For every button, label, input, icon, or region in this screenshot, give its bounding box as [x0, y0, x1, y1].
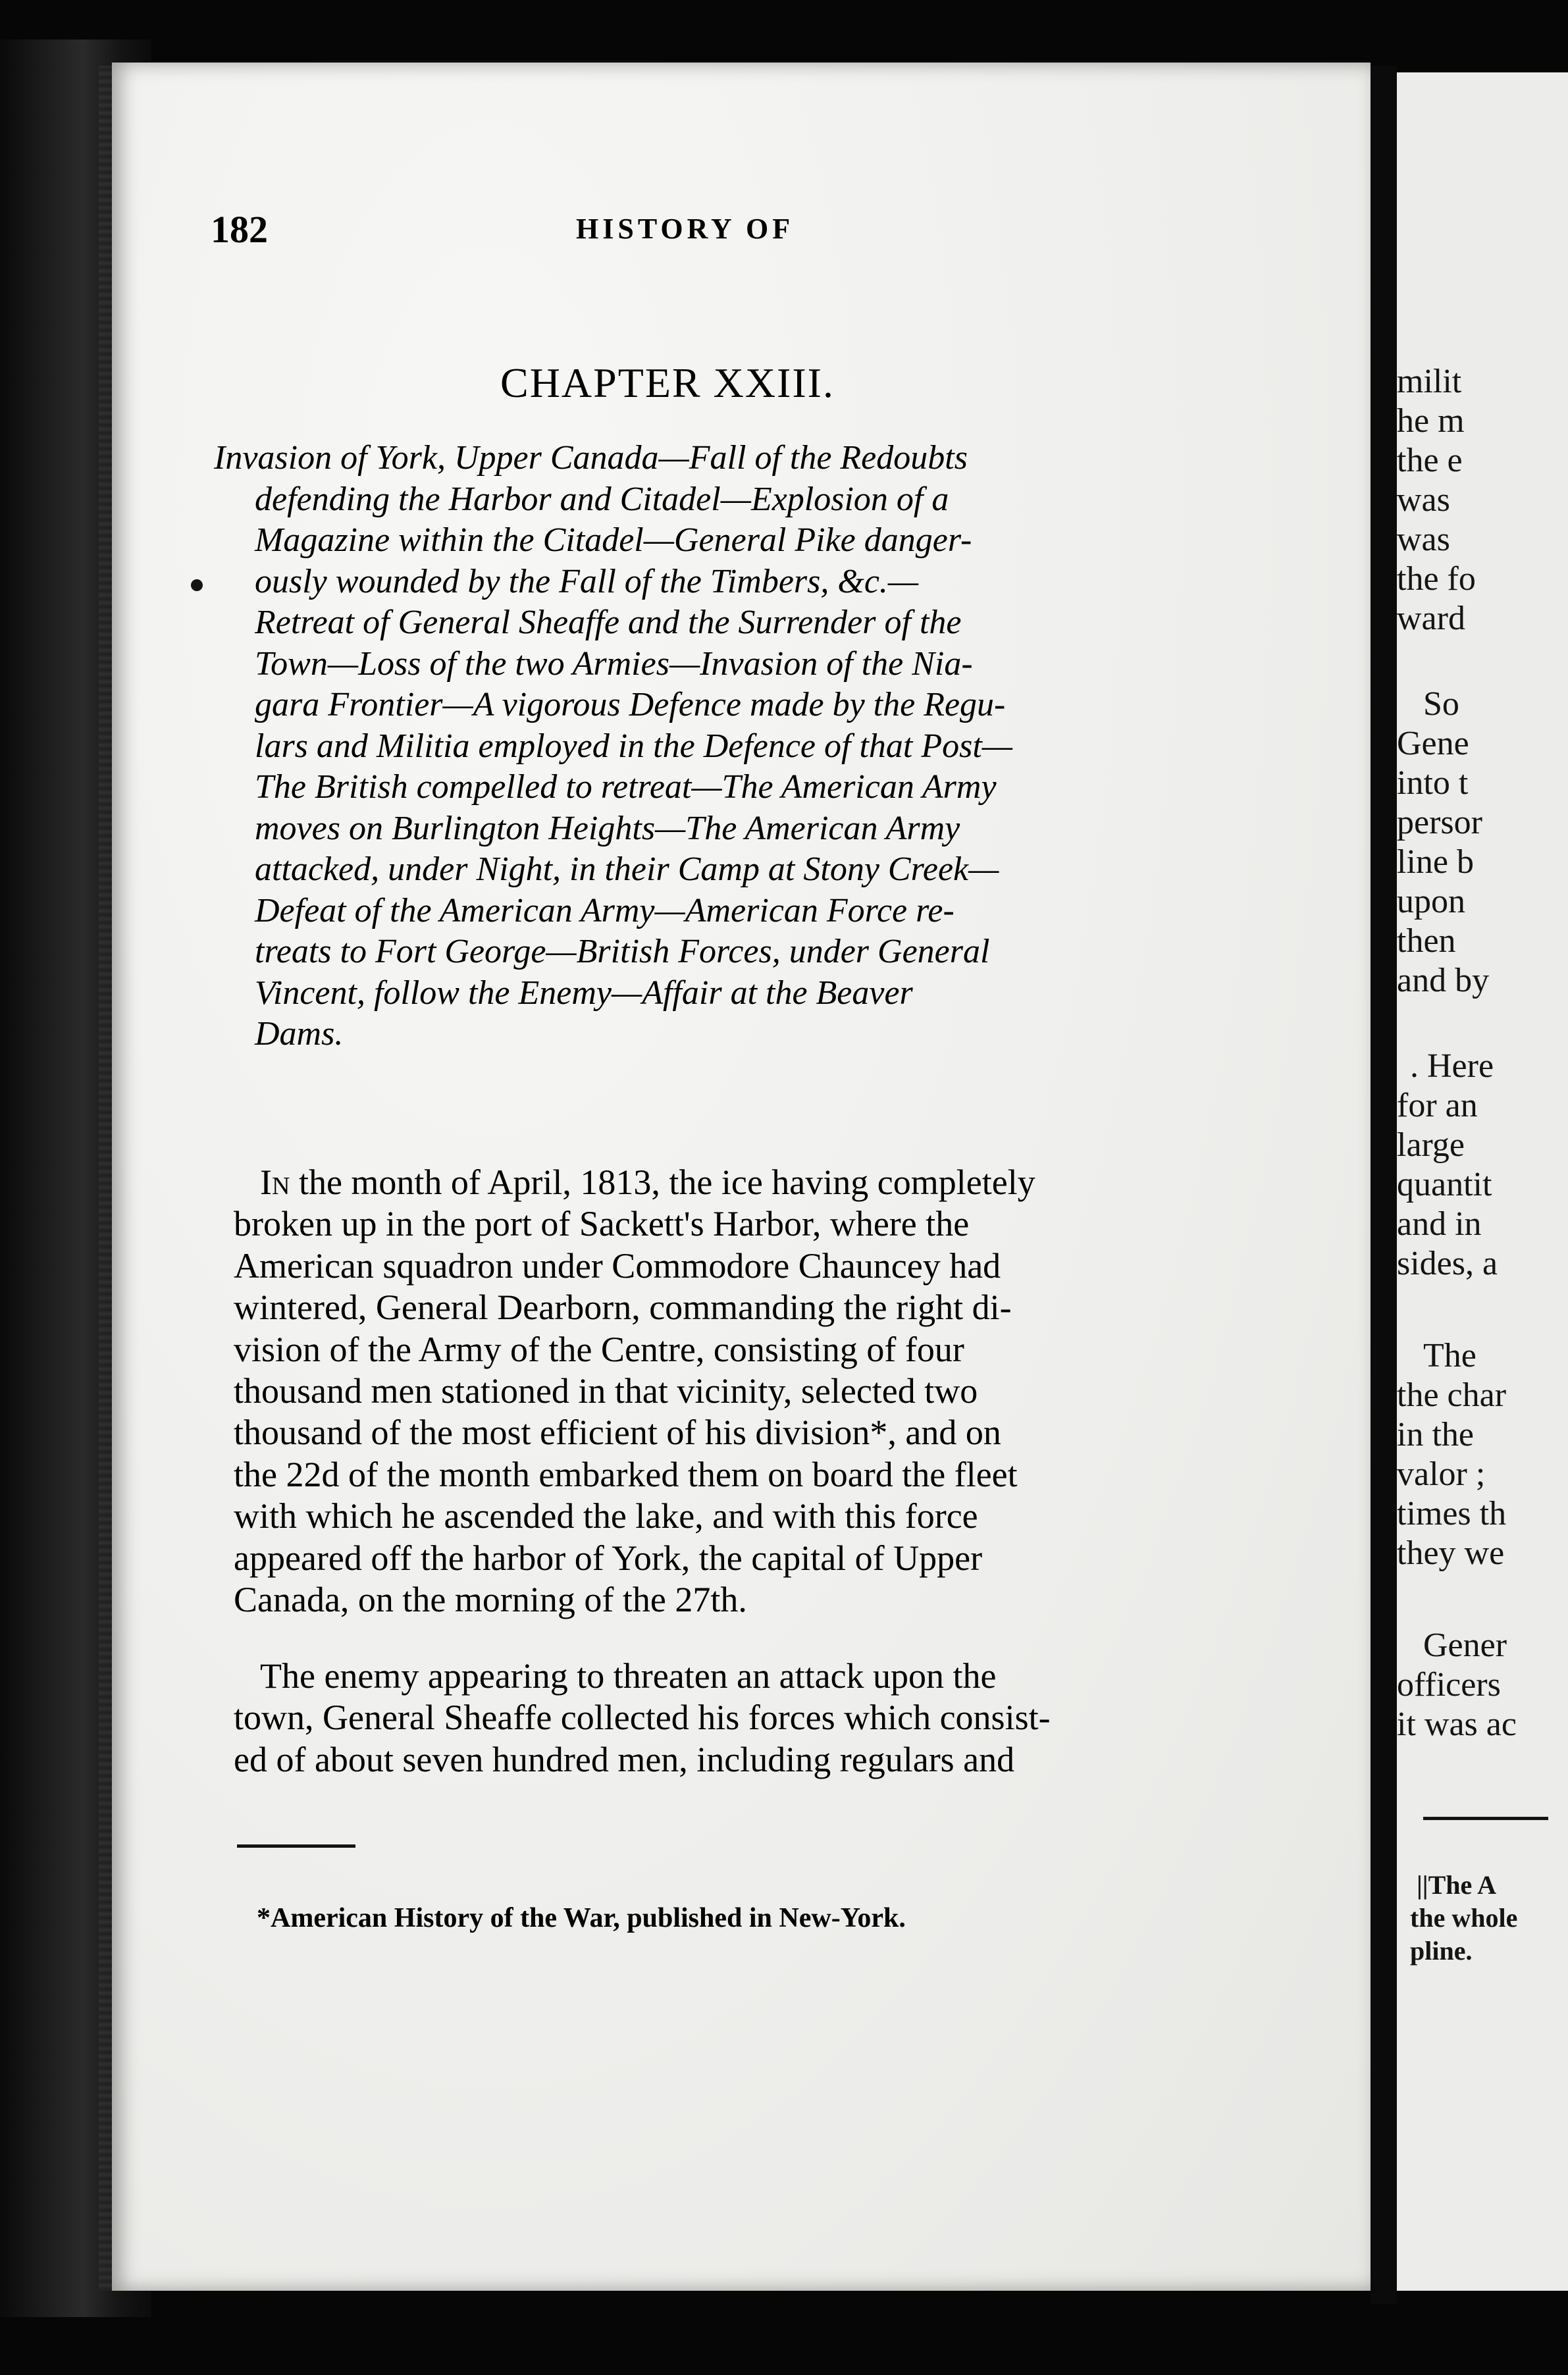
paragraph-2	[234, 1656, 1287, 1781]
synopsis-line: Vincent, follow the Enemy—Affair at the Beaver	[255, 974, 913, 1012]
next-page-line: they we	[1397, 1534, 1505, 1572]
synopsis-line: lars and Militia employed in the Defence of that Post—	[255, 727, 1013, 765]
synopsis-line: Dams.	[255, 1015, 344, 1053]
paragraph-line: American squadron under Commodore Chauncey had	[234, 1245, 1001, 1286]
next-page-line: it was ac	[1397, 1706, 1517, 1743]
next-page-line: he m	[1397, 402, 1465, 440]
next-page-line: Gene	[1397, 725, 1469, 762]
next-page-line: ward	[1397, 600, 1465, 637]
next-page-line: the char	[1397, 1376, 1507, 1414]
next-page-line: times th	[1397, 1495, 1507, 1532]
paragraph-line: with which he ascended the lake, and with this force	[234, 1496, 978, 1536]
paragraph-line: thousand of the most efficient of his division*, and on	[234, 1413, 1001, 1453]
paragraph-line: ed of about seven hundred men, including regulars and	[234, 1739, 1015, 1779]
ink-blot	[191, 579, 203, 591]
next-page-line: The	[1423, 1337, 1477, 1374]
paragraph-line: Canada, on the morning of the 27th.	[234, 1579, 747, 1619]
paragraph-line	[234, 1162, 1287, 1203]
paragraph-line: town, General Sheaffe collected his forces which consist-	[234, 1698, 1051, 1738]
paragraph-line: wintered, General Dearborn, commanding the right di-	[234, 1288, 1012, 1328]
synopsis-line: moves on Burlington Heights—The American Army	[255, 809, 960, 847]
next-page-line: was	[1397, 481, 1450, 519]
next-page-line: into t	[1397, 764, 1469, 802]
next-page-line: the fo	[1397, 560, 1476, 598]
synopsis-line: attacked, under Night, in their Camp at Stony Creek—	[255, 850, 999, 888]
next-page-line: upon	[1397, 883, 1465, 920]
next-page-line: was	[1397, 521, 1450, 558]
footnote: *American History of the War, published in New-York.	[257, 1903, 906, 1933]
next-page-line: then	[1397, 922, 1456, 960]
next-page-line: large	[1397, 1126, 1465, 1164]
next-page-line: the e	[1397, 442, 1463, 479]
synopsis-line: Magazine within the Citadel—General Pike danger-	[255, 521, 972, 559]
next-page-footnote-line: pline.	[1410, 1936, 1473, 1966]
next-page-line: milit	[1397, 363, 1462, 400]
next-page-line: officers	[1397, 1666, 1501, 1704]
next-page-footnote-rule	[1423, 1817, 1548, 1820]
synopsis-line: defending the Harbor and Citadel—Explosion of a	[255, 480, 949, 518]
paragraph-line: broken up in the port of Sackett's Harbor, where the	[234, 1204, 970, 1244]
synopsis-line: treats to Fort George—British Forces, under General	[255, 933, 990, 970]
synopsis-line: Invasion of York, Upper Canada—Fall of the Redoubts	[214, 439, 968, 477]
next-page-line: valor ;	[1397, 1455, 1486, 1493]
next-page-line: in the	[1397, 1416, 1474, 1453]
next-page-line: line b	[1397, 843, 1474, 881]
synopsis-line: gara Frontier—A vigorous Defence made by the Regu-	[255, 686, 1006, 723]
synopsis-line: ously wounded by the Fall of the Timbers, &c.—	[255, 562, 919, 600]
paragraph-1	[234, 1162, 1287, 1621]
chapter-title: CHAPTER XXIII.	[500, 359, 835, 406]
synopsis-line: The British compelled to retreat—The American Army	[255, 768, 997, 806]
paragraph-line: thousand men stationed in that vicinity, selected two	[234, 1370, 978, 1411]
next-page-footnote-line: ||The A	[1417, 1870, 1496, 1900]
chapter-synopsis	[214, 438, 1280, 1055]
next-page-line: So	[1423, 685, 1459, 723]
synopsis-line: Town—Loss of the two Armies—Invasion of the Nia-	[255, 644, 973, 683]
paragraph-first-line: the month of April, 1813, the ice having completely	[298, 1162, 1035, 1202]
next-page-line: . Here	[1410, 1047, 1494, 1085]
next-page-line: and by	[1397, 962, 1490, 999]
paragraph-line: The enemy appearing to threaten an attack upon the	[260, 1656, 997, 1696]
synopsis-line: Retreat of General Sheaffe and the Surrender of the	[255, 604, 962, 641]
next-page-line: quantit	[1397, 1166, 1492, 1203]
footnote-rule	[237, 1844, 355, 1848]
page-number: 182	[211, 208, 268, 251]
paragraph-line: the 22d of the month embarked them on board the fleet	[234, 1454, 1018, 1494]
paragraph-line: appeared off the harbor of York, the capital of Upper	[234, 1538, 983, 1578]
next-page-line: Gener	[1423, 1627, 1507, 1664]
paragraph-lead: In	[260, 1162, 290, 1202]
paragraph-line: vision of the Army of the Centre, consisting of four	[234, 1329, 964, 1369]
next-page-line: persor	[1397, 804, 1482, 841]
next-page-footnote-line: the whole	[1410, 1903, 1518, 1933]
gutter	[1371, 66, 1397, 2304]
next-page-line: for an	[1397, 1087, 1478, 1124]
next-page-line: and in	[1397, 1205, 1482, 1243]
synopsis-line: Defeat of the American Army—American Force re-	[255, 891, 954, 929]
running-head: HISTORY OF	[576, 213, 795, 245]
next-page-line: sides, a	[1397, 1245, 1498, 1282]
right-page-fragment	[1397, 72, 1568, 2291]
